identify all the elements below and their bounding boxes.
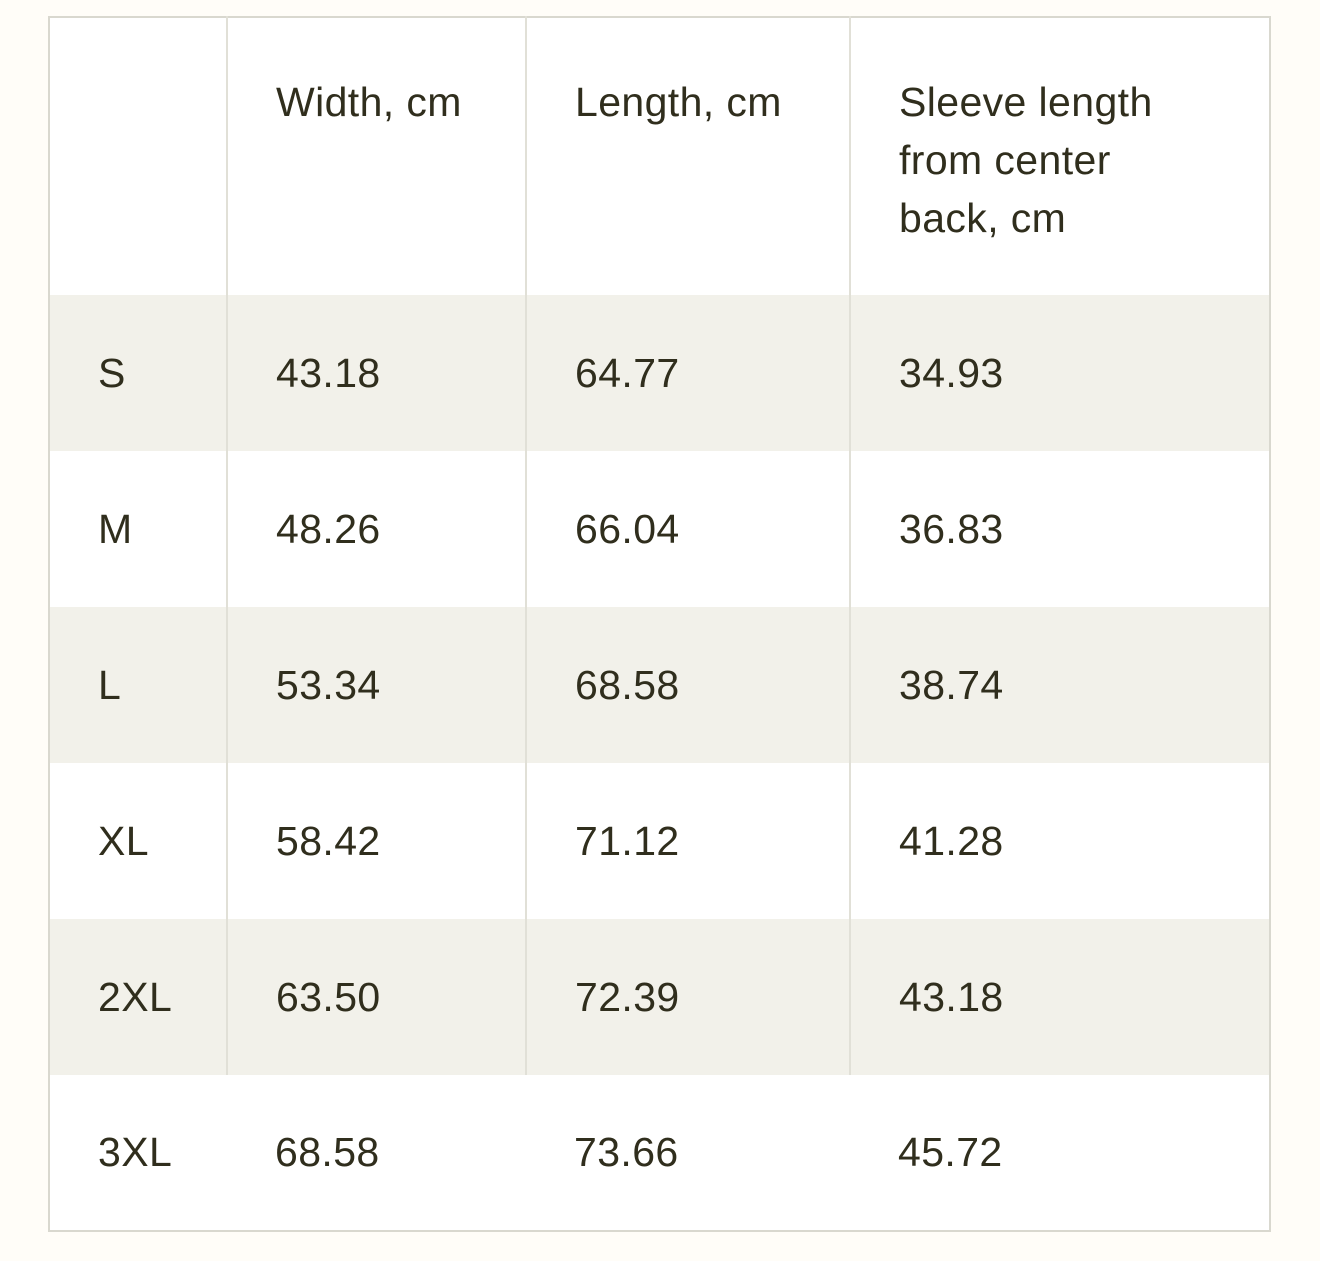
size-cell: 3XL [98,1129,173,1175]
sleeve-cell: 43.18 [899,973,1004,1020]
width-cell: 63.50 [227,919,526,1075]
table-row-m [49,451,1270,607]
size-cell: L [49,607,227,763]
width-cell: 48.26 [227,451,526,607]
column-label-width: Width, cm [276,79,462,125]
table-row-l [49,607,1270,763]
width-cell: 43.18 [227,295,526,451]
length-cell: 73.66 [574,1129,679,1175]
length-cell: 71.12 [526,763,850,919]
size-cell: 2XL [49,919,227,1075]
table-row-s [49,295,1270,451]
width-cell: 53.34 [227,607,526,763]
sleeve-cell: 45.72 [898,1129,1003,1175]
table-row-3xl [49,1075,1270,1231]
length-cell: 68.58 [526,607,850,763]
length-cell: 66.04 [526,451,850,607]
sleeve-cell: 41.28 [899,817,1004,864]
size-cell: M [49,451,227,607]
size-chart-table [48,16,1271,1232]
sleeve-cell: 34.93 [899,349,1004,396]
width-cell: 68.58 [275,1129,380,1175]
size-cell: XL [49,763,227,919]
sleeve-cell: 38.74 [899,661,1004,708]
sleeve-cell: 36.83 [899,505,1004,552]
table-row-2xl [49,919,1270,1075]
header-row [49,17,1270,295]
length-cell: 64.77 [526,295,850,451]
column-label-sleeve: Sleeve length from center back, cm [899,79,1153,241]
column-label-length: Length, cm [575,79,782,125]
header-cell-size [49,17,227,295]
header-cell-width [227,17,526,295]
size-cell: S [49,295,227,451]
header-cell-sleeve [850,17,1270,295]
table-row-xl [49,763,1270,919]
header-cell-length [526,17,850,295]
length-cell: 72.39 [526,919,850,1075]
width-cell: 58.42 [227,763,526,919]
